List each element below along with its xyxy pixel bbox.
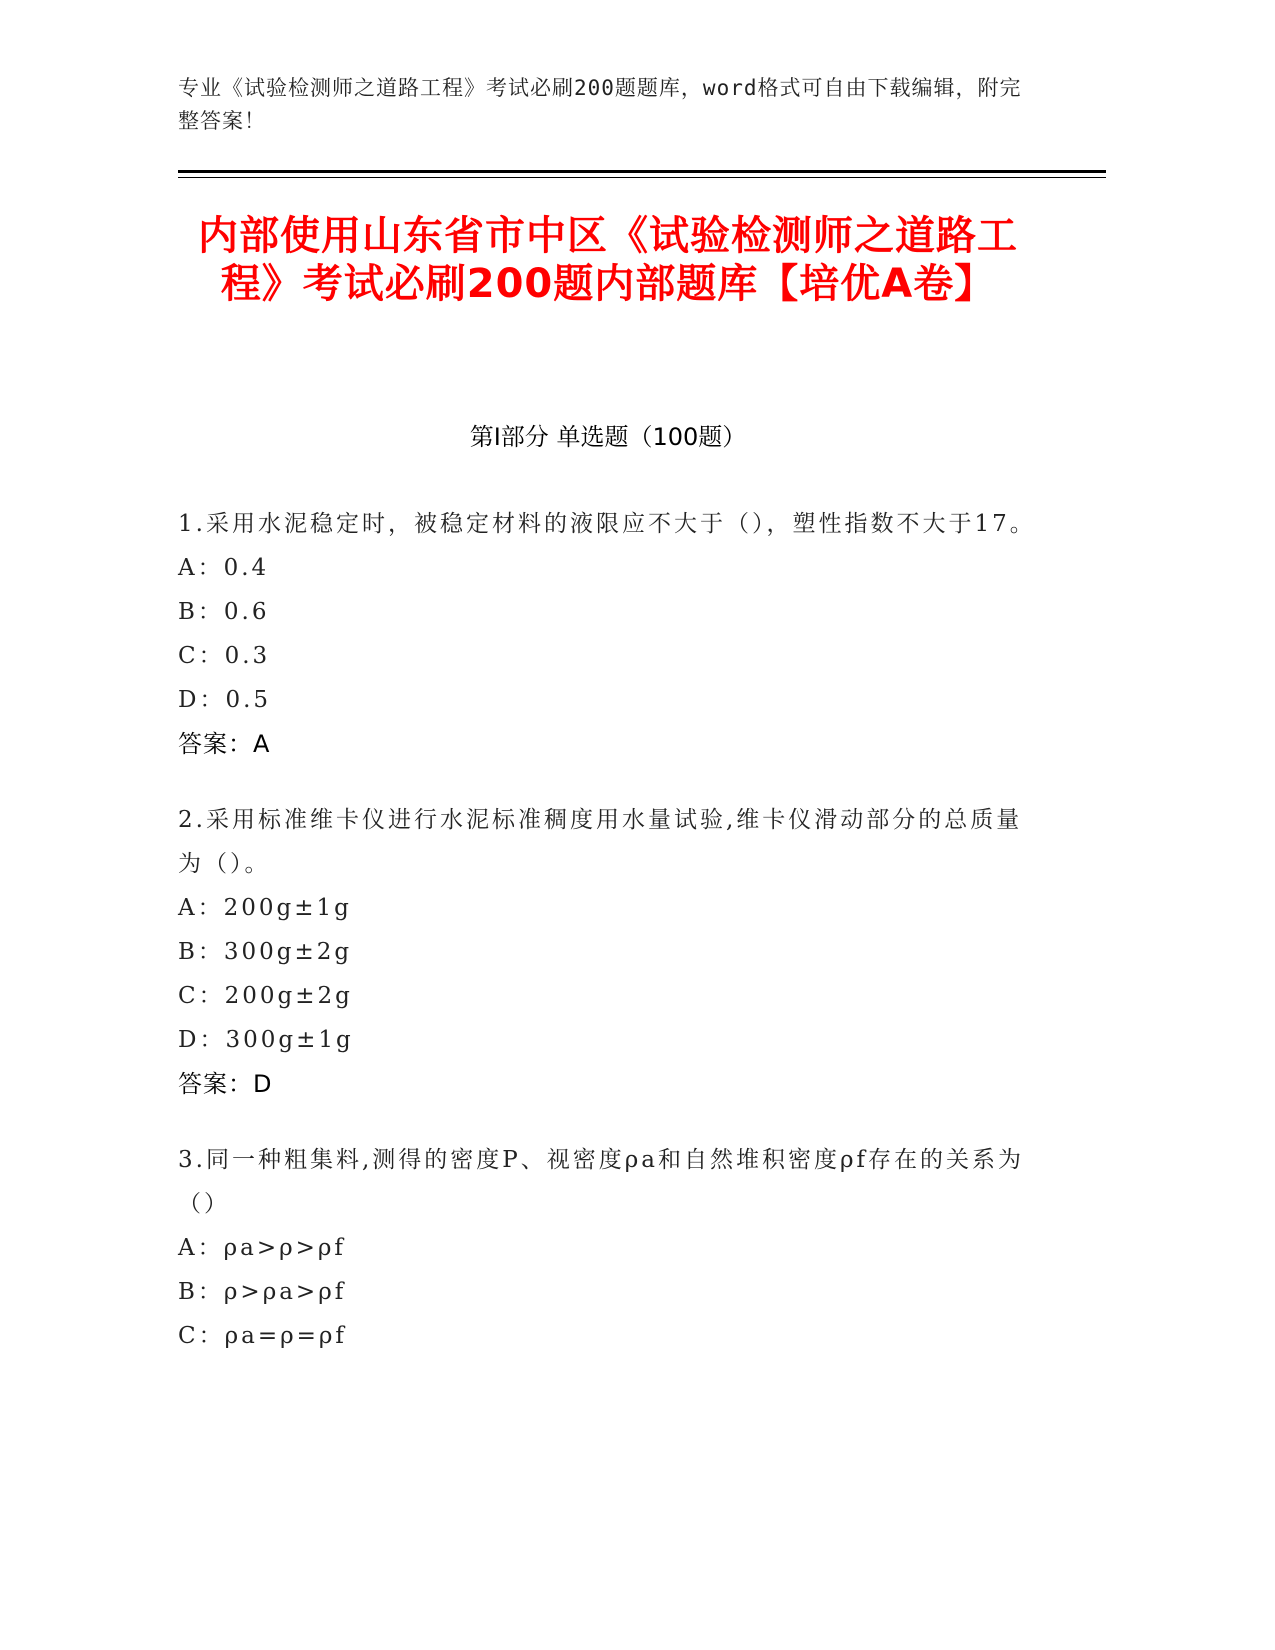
question-1 bbox=[178, 502, 1038, 766]
option-c: C：0.3 bbox=[178, 643, 271, 669]
question-3 bbox=[178, 1138, 1038, 1358]
option-c: C：200g±2g bbox=[178, 983, 353, 1009]
option-a: A：0.4 bbox=[178, 555, 270, 581]
option-b: B：300g±2g bbox=[178, 939, 353, 965]
question-stem: 3.同一种粗集料,测得的密度P、视密度ρa和自然堆积密度ρf存在的关系为（） bbox=[178, 1147, 1024, 1217]
option-b: B：ρ>ρa>ρf bbox=[178, 1279, 347, 1305]
option-c: C：ρa=ρ=ρf bbox=[178, 1323, 347, 1349]
option-a: A：ρa>ρ>ρf bbox=[178, 1235, 346, 1261]
answer: 答案：A bbox=[178, 730, 271, 758]
document-title: 内部使用山东省市中区《试验检测师之道路工程》考试必刷200题内部题库【培优A卷】 bbox=[198, 213, 1018, 307]
header-rule-thin bbox=[178, 177, 1106, 178]
question-list bbox=[178, 502, 1038, 1390]
option-d: D：300g±1g bbox=[178, 1027, 354, 1053]
section-heading: 第Ⅰ部分 单选题（100题） bbox=[469, 423, 747, 451]
answer: 答案：D bbox=[178, 1070, 273, 1098]
question-stem: 1.采用水泥稳定时，被稳定材料的液限应不大于（），塑性指数不大于17。 bbox=[178, 511, 1036, 537]
option-d: D：0.5 bbox=[178, 687, 272, 713]
header-rule-thick bbox=[178, 170, 1106, 173]
option-b: B：0.6 bbox=[178, 599, 270, 625]
question-stem: 2.采用标准维卡仪进行水泥标准稠度用水量试验,维卡仪滑动部分的总质量为（）。 bbox=[178, 807, 1023, 877]
question-2 bbox=[178, 798, 1038, 1106]
option-a: A：200g±1g bbox=[178, 895, 352, 921]
header-note: 专业《试验检测师之道路工程》考试必刷200题题库，word格式可自由下载编辑，附完整答案！ bbox=[178, 76, 1022, 133]
